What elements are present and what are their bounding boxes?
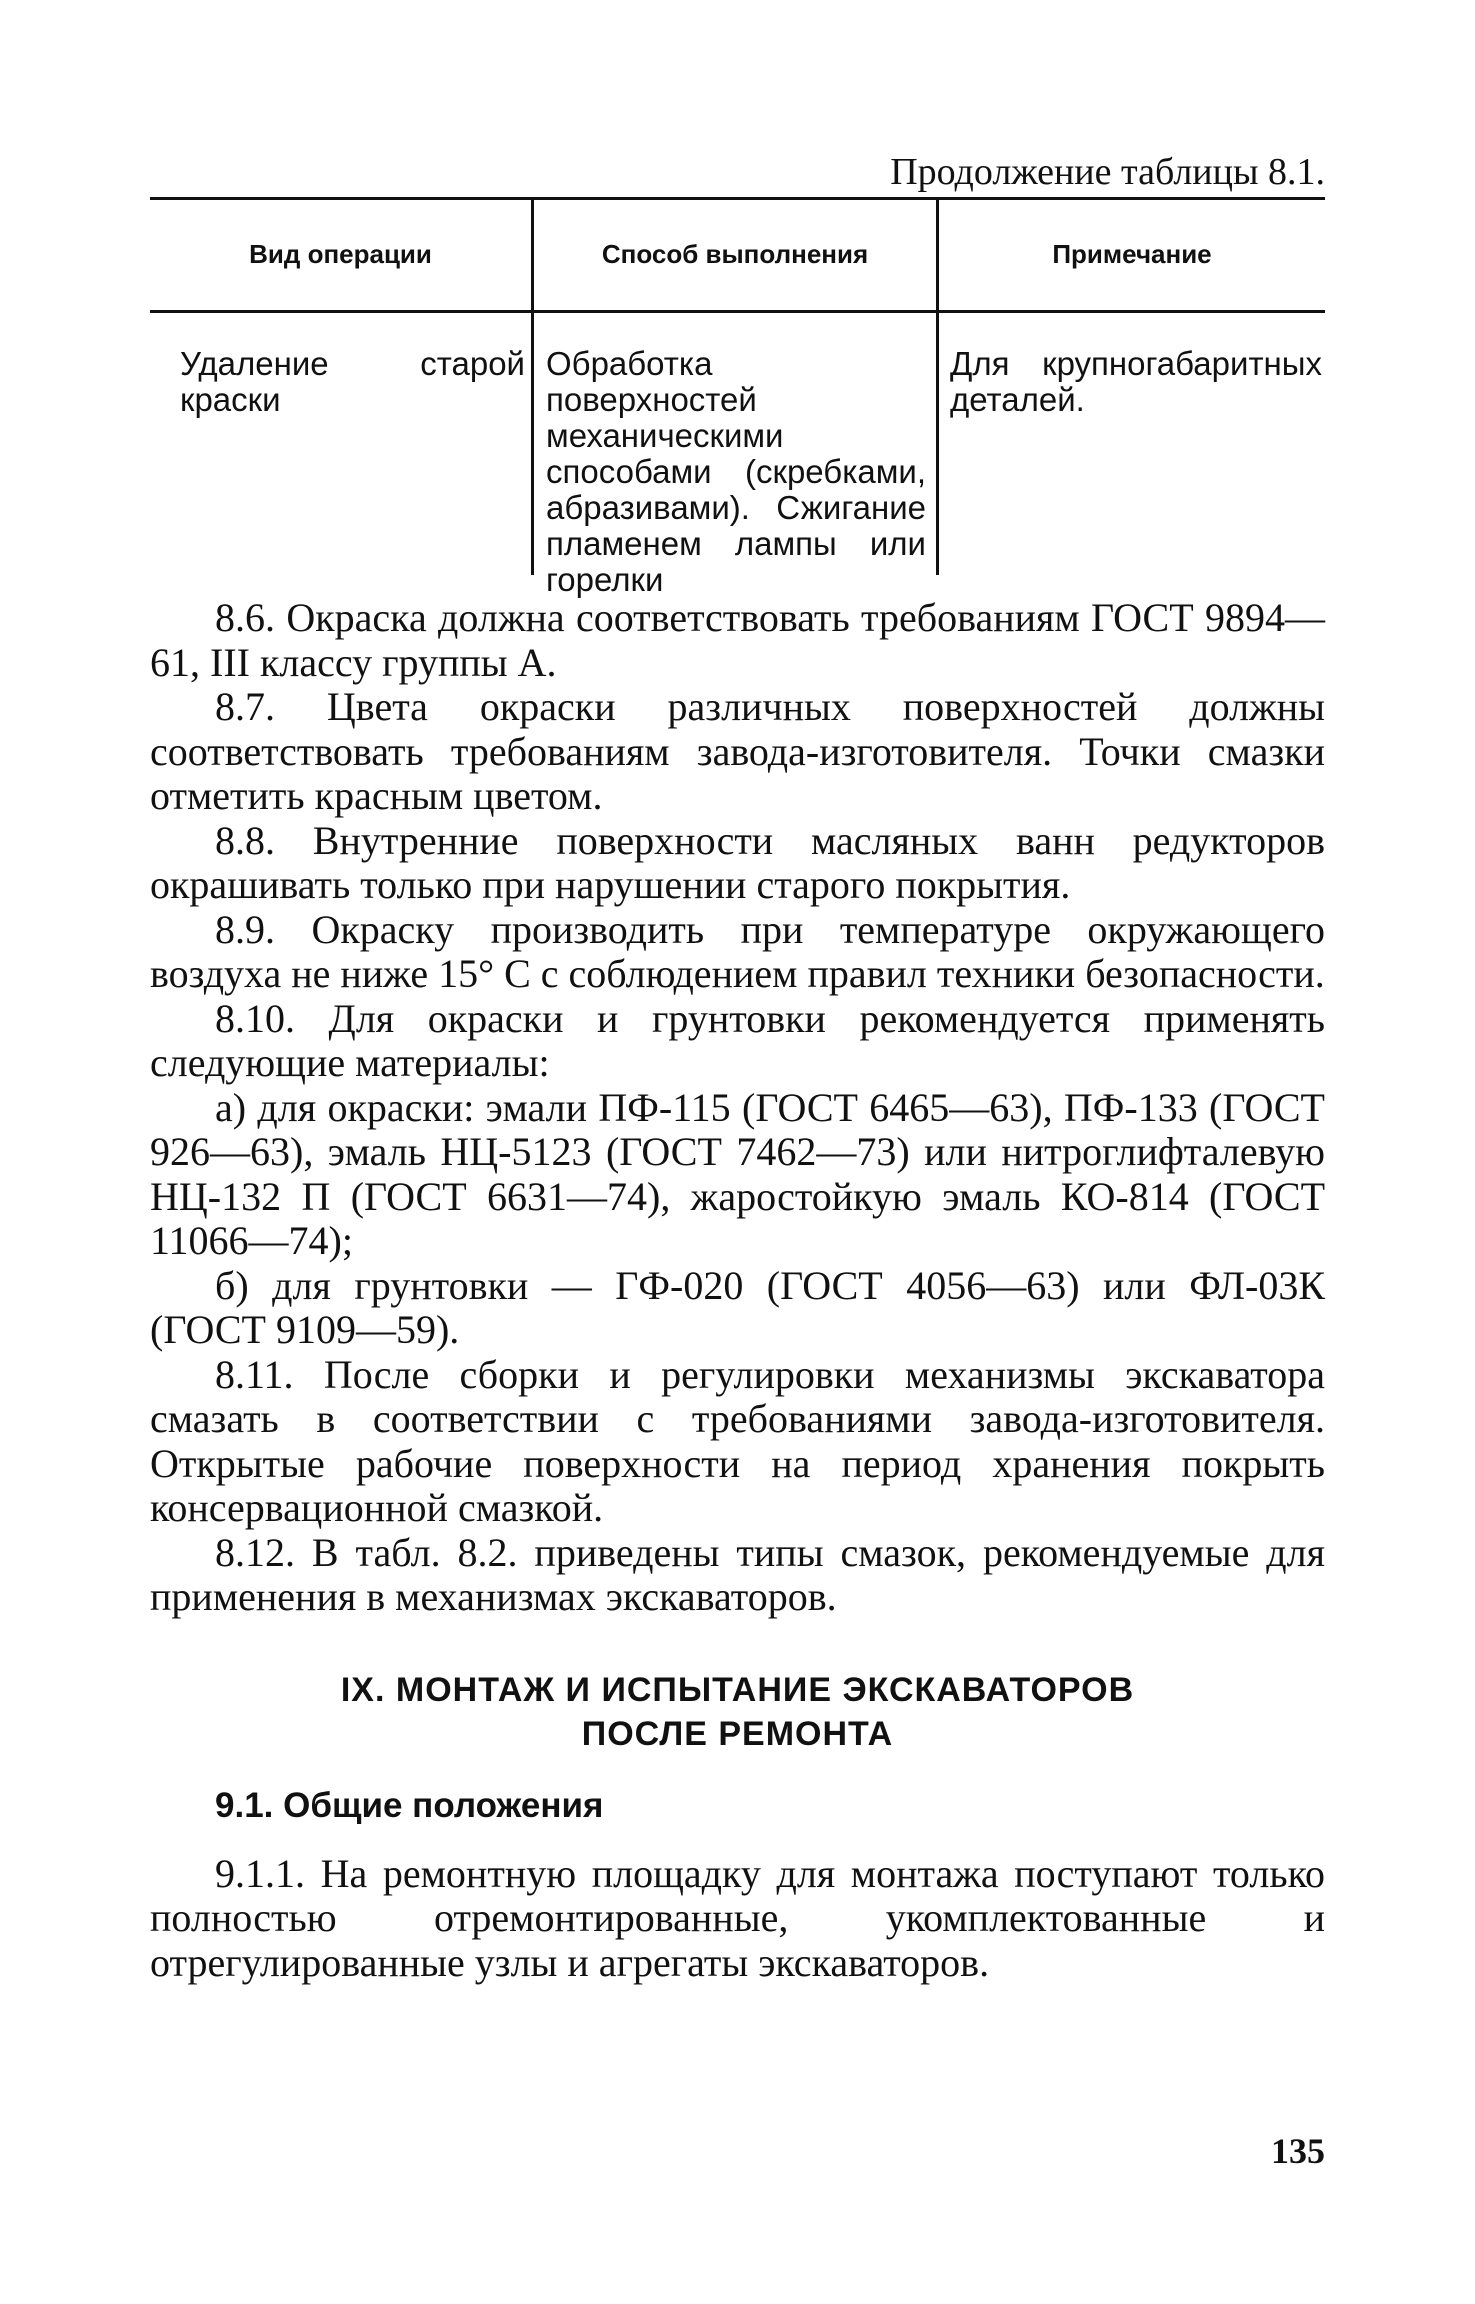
table-continuation-caption: Продолжение таблицы 8.1. [890,151,1325,193]
table-cell-method: Обработка поверхностей механическими способами (скребками, абразивами). Сжигание пламенем лампы или горелки [546,345,926,598]
table-header-operation: Вид операции [249,238,432,269]
paragraph-8-7: 8.7. Цвета окраски различных поверхностей должны соответствовать требованиям завода-изготовителя. Точки смазки отметить красным цветом. [150,684,1325,818]
paragraph-8-10-b: б) для грунтовки — ГФ-020 (ГОСТ 4056—63) или ФЛ-03К (ГОСТ 9109—59). [150,1262,1325,1352]
body-text [150,596,1325,1985]
paragraph-8-10: 8.10. Для окраски и грунтовки рекомендуется применять следующие материалы: [150,995,1325,1085]
section-heading [150,1620,1325,1756]
subsection-heading: 9.1. Общие положения [215,1785,604,1825]
paragraph-9-1-1: 9.1.1. На ремонтную площадку для монтажа поступают только полностью отремонтированные, укомплектованные и отрегулированные узлы и агрегаты экскаваторов. [150,1850,1325,1985]
paragraph-8-10-a: а) для окраски: эмали ПФ-115 (ГОСТ 6465—63), ПФ-133 (ГОСТ 926—63), эмаль НЦ-5123 (ГОСТ 7462—73) или нитроглифталевую НЦ-132 П (ГОСТ 6631—74), жаростойкую эмаль КО-814 (ГОСТ 11066—74); [150,1084,1325,1263]
table-cell-operation: Удаление старой краски [180,345,525,418]
paragraph-8-11: 8.11. После сборки и регулировки механизмы экскаватора смазать в соответствии с требованиями завода-изготовителя. Открытые рабочие поверхности на период хранения покрыть консервационной смазкой. [150,1351,1325,1530]
table-cell-note: Для крупногабаритных деталей. [950,345,1322,418]
page-number: 135 [1271,2131,1325,2171]
section-heading-line-2: ПОСЛЕ РЕМОНТА [581,1714,894,1753]
table-header-note: Примечание [1052,238,1212,269]
paragraph-8-9: 8.9. Окраску производить при температуре окружающего воздуха не ниже 15° С с соблюдением правил техники безопасности. [150,906,1325,996]
paragraph-8-6: 8.6. Окраска должна соответствовать требованиям ГОСТ 9894—61, III классу группы А. [150,595,1325,685]
section-heading-line-1: IX. МОНТАЖ И ИСПЫТАНИЕ ЭКСКАВАТОРОВ [340,1670,1135,1709]
paragraph-8-8: 8.8. Внутренние поверхности масляных ванн редукторов окрашивать только при нарушении старого покрытия. [150,817,1325,907]
table-top-rule [150,197,1325,200]
table-header-method: Способ выполнения [601,238,869,269]
paragraph-8-12: 8.12. В табл. 8.2. приведены типы смазок, рекомендуемые для применения в механизмах экскаваторов. [150,1529,1325,1619]
table-header-rule [150,310,1325,313]
